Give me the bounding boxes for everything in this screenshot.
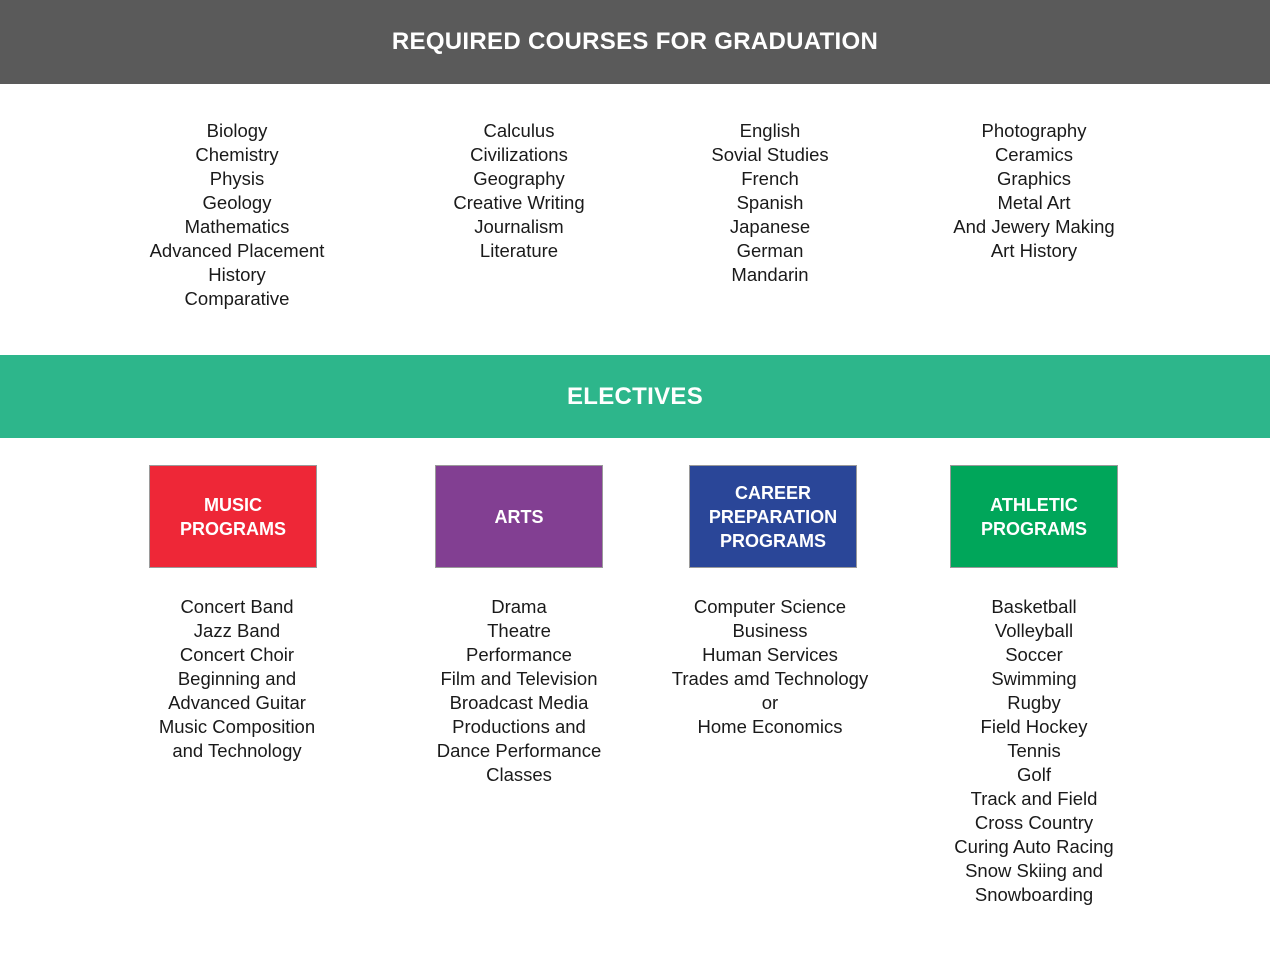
arts-label: ARTS bbox=[494, 506, 544, 527]
course-item: Mandarin bbox=[731, 264, 809, 285]
course-item: Physis bbox=[209, 168, 265, 189]
music-programs-label: MUSIC PROGRAMS bbox=[179, 494, 286, 539]
course-item: Ceramics bbox=[994, 144, 1074, 165]
elective-item: Advanced Guitar bbox=[168, 692, 306, 713]
elective-item: Basketball bbox=[991, 596, 1077, 617]
elective-item: Productions and bbox=[452, 716, 586, 737]
course-item: Chemistry bbox=[195, 144, 279, 165]
required-column-humanities bbox=[419, 119, 619, 263]
elective-item: Swimming bbox=[991, 668, 1077, 689]
course-item: And Jewery Making bbox=[953, 216, 1115, 237]
elective-item: Music Composition bbox=[158, 716, 316, 737]
arts-box bbox=[435, 465, 603, 568]
elective-item: Concert Band bbox=[180, 596, 294, 617]
electives-title: ELECTIVES bbox=[566, 382, 704, 410]
elective-item: Snow Skiing and bbox=[965, 860, 1103, 881]
elective-item: Theatre bbox=[487, 620, 551, 641]
athletic-programs-list bbox=[934, 595, 1134, 907]
required-courses-header bbox=[0, 0, 1270, 84]
course-item: Art History bbox=[990, 240, 1078, 261]
elective-item: Cross Country bbox=[974, 812, 1094, 833]
elective-item: Track and Field bbox=[970, 788, 1098, 809]
elective-item: Beginning and bbox=[177, 668, 297, 689]
athletic-programs-label: ATHLETIC PROGRAMS bbox=[980, 494, 1087, 539]
elective-item: Dance Performance bbox=[436, 740, 602, 761]
course-item: History bbox=[208, 264, 266, 285]
course-item: Sovial Studies bbox=[711, 144, 829, 165]
elective-item: or bbox=[761, 692, 779, 713]
required-column-visual-arts bbox=[934, 119, 1134, 263]
elective-item: Business bbox=[732, 620, 808, 641]
elective-item: Field Hockey bbox=[980, 716, 1088, 737]
arts-list bbox=[419, 595, 619, 787]
elective-item: Tennis bbox=[1007, 740, 1061, 761]
athletic-programs-box bbox=[950, 465, 1118, 568]
course-item: Literature bbox=[479, 240, 559, 261]
elective-item: Drama bbox=[491, 596, 547, 617]
course-item: Biology bbox=[206, 120, 268, 141]
elective-item: Snowboarding bbox=[974, 884, 1094, 905]
course-item: Mathematics bbox=[184, 216, 290, 237]
elective-item: Trades amd Technology bbox=[671, 668, 869, 689]
career-preparation-programs-label: CAREER PREPARATION PROGRAMS bbox=[708, 482, 838, 551]
course-item: English bbox=[739, 120, 801, 141]
course-item: Calculus bbox=[483, 120, 555, 141]
course-item: French bbox=[741, 168, 799, 189]
elective-item: Jazz Band bbox=[193, 620, 281, 641]
required-column-languages bbox=[670, 119, 870, 287]
elective-item: Film and Television bbox=[440, 668, 598, 689]
course-item: German bbox=[736, 240, 804, 261]
elective-item: Golf bbox=[1017, 764, 1051, 785]
course-item: Graphics bbox=[996, 168, 1072, 189]
elective-item: Human Services bbox=[702, 644, 838, 665]
course-item: Geology bbox=[202, 192, 272, 213]
career-preparation-list bbox=[660, 595, 880, 739]
course-item: Advanced Placement bbox=[149, 240, 325, 261]
elective-item: Broadcast Media bbox=[449, 692, 589, 713]
elective-item: Computer Science bbox=[693, 596, 847, 617]
course-item: Civilizations bbox=[470, 144, 568, 165]
elective-item: Classes bbox=[486, 764, 552, 785]
course-item: Geography bbox=[473, 168, 565, 189]
course-item: Spanish bbox=[736, 192, 804, 213]
course-item: Photography bbox=[981, 120, 1087, 141]
elective-item: Home Economics bbox=[697, 716, 843, 737]
music-programs-list bbox=[137, 595, 337, 763]
course-item: Comparative bbox=[184, 288, 290, 309]
required-courses-title: REQUIRED COURSES FOR GRADUATION bbox=[391, 28, 879, 55]
career-preparation-programs-box bbox=[689, 465, 857, 568]
course-item: Japanese bbox=[729, 216, 811, 237]
course-item: Creative Writing bbox=[453, 192, 585, 213]
music-programs-box bbox=[149, 465, 317, 568]
elective-item: Rugby bbox=[1007, 692, 1061, 713]
course-item: Metal Art bbox=[997, 192, 1071, 213]
required-column-sciences bbox=[137, 119, 337, 311]
course-item: Journalism bbox=[474, 216, 564, 237]
elective-item: Volleyball bbox=[994, 620, 1074, 641]
electives-header bbox=[0, 355, 1270, 438]
elective-item: Concert Choir bbox=[179, 644, 295, 665]
elective-item: Soccer bbox=[1005, 644, 1063, 665]
elective-item: and Technology bbox=[172, 740, 302, 761]
elective-item: Curing Auto Racing bbox=[954, 836, 1114, 857]
elective-item: Performance bbox=[466, 644, 572, 665]
